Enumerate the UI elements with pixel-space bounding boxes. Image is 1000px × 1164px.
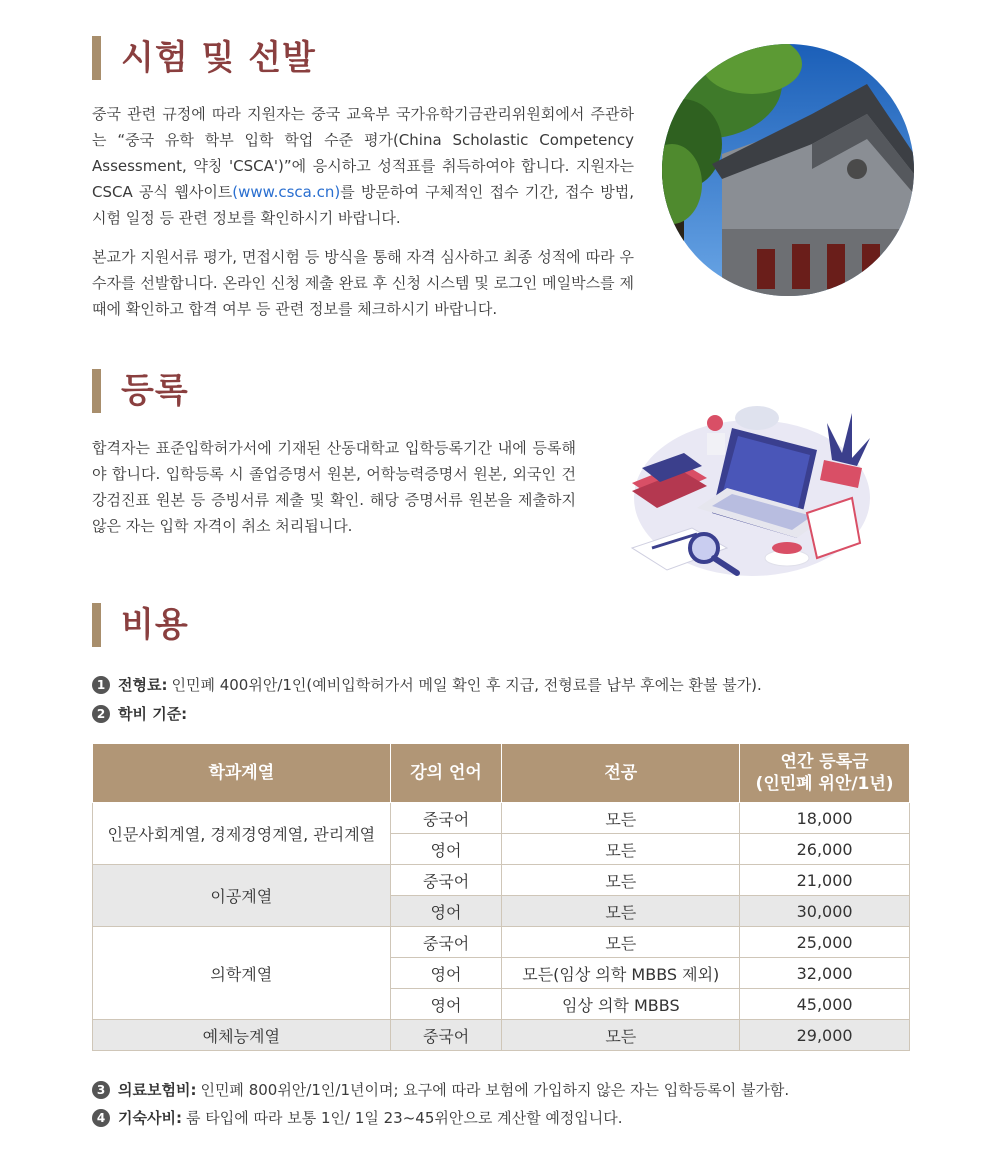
- header-language: 강의 언어: [390, 744, 502, 803]
- study-illustration: [612, 398, 882, 588]
- group-cell: 인문사회계열, 경제경영계열, 관리계열: [93, 803, 391, 865]
- table-row: 인문사회계열, 경제경영계열, 관리계열 중국어 모든 18,000: [93, 803, 910, 834]
- fee-item-application: 1 전형료: 인민폐 400위안/1인(예비입학허가서 메일 확인 후 지급, 전형료를 납부 후에는 환불 불가).: [92, 673, 762, 697]
- group-cell: 예체능계열: [93, 1020, 391, 1051]
- table-row: 영어 임상 의학 MBBS 45,000: [93, 989, 910, 1020]
- table-row: 예체능계열 중국어 모든 29,000: [93, 1020, 910, 1051]
- fee-item-dormitory: 4 기숙사비: 룸 타입에 따라 보통 1인/ 1일 23~45위안으로 계산할 예정입니다.: [92, 1106, 623, 1130]
- fee-item-tuition: 2 학비 기준:: [92, 702, 191, 726]
- building-photo: [662, 44, 914, 296]
- number-3-icon: 3: [92, 1081, 110, 1099]
- exam-paragraph-1: 중국 관련 규정에 따라 지원자는 중국 교육부 국가유학기금관리위원회에서 주관하는 “중국 유학 학부 입학 학업 수준 평가(China Scholastic Competency Assessment, 약칭 'CSCA')”에 응시하고 성적표를 취득하여야 합니다. 지원자는 CSCA 공식 웹사이트(www.csca.cn)를 방문하여 구체적인 접수 기간, 접수 방법, 시험 일정 등 관련 정보를 확인하시기 바랍니다.: [92, 105, 634, 227]
- header-department: 학과계열: [93, 744, 391, 803]
- table-row: 영어 모든 30,000: [93, 896, 910, 927]
- table-row: 이공계열 중국어 모든 21,000: [93, 865, 910, 896]
- table-row: 영어 모든 26,000: [93, 834, 910, 865]
- table-row: 영어 모든(임상 의학 MBBS 제외) 32,000: [93, 958, 910, 989]
- exam-paragraph-2: 본교가 지원서류 평가, 면접시험 등 방식을 통해 자격 심사하고 최종 성적에 따라 우수자를 선발합니다. 온라인 신청 제출 완료 후 신청 시스템 및 로그인 메일박스를 제때에 확인하고 합격 여부 등 관련 정보를 체크하시기 바랍니다.: [92, 248, 634, 318]
- header-annual-fee: 연간 등록금 (인민폐 위안/1년): [740, 744, 910, 803]
- group-cell: 이공계열: [93, 865, 391, 927]
- tuition-table: [92, 743, 910, 1051]
- table-header-row: [93, 744, 910, 803]
- header-major: 전공: [502, 744, 740, 803]
- csca-website-link[interactable]: (www.csca.cn): [232, 183, 341, 201]
- registration-paragraph: 합격자는 표준입학허가서에 기재된 산동대학교 입학등록기간 내에 등록해야 합니다. 입학등록 시 졸업증명서 원본, 어학능력증명서 원본, 외국인 건강검진표 원본 등 증빙서류 제출 및 확인. 해당 증명서류 원본을 제출하지 않은 자는 입학 자격이 취소 처리됩니다.: [92, 439, 576, 535]
- table-row: 의학계열 중국어 모든 25,000: [93, 927, 910, 958]
- group-cell: 의학계열: [93, 927, 391, 1020]
- number-4-icon: 4: [92, 1109, 110, 1127]
- registration-section-title: 등록: [92, 369, 189, 413]
- number-2-icon: 2: [92, 705, 110, 723]
- fee-item-insurance: 3 의료보험비: 인민폐 800위안/1인/1년이며; 요구에 따라 보험에 가입하지 않은 자는 입학등록이 불가함.: [92, 1078, 789, 1102]
- number-1-icon: 1: [92, 676, 110, 694]
- fees-section-title: 비용: [92, 603, 189, 647]
- exam-section-title: 시험 및 선발: [92, 36, 316, 80]
